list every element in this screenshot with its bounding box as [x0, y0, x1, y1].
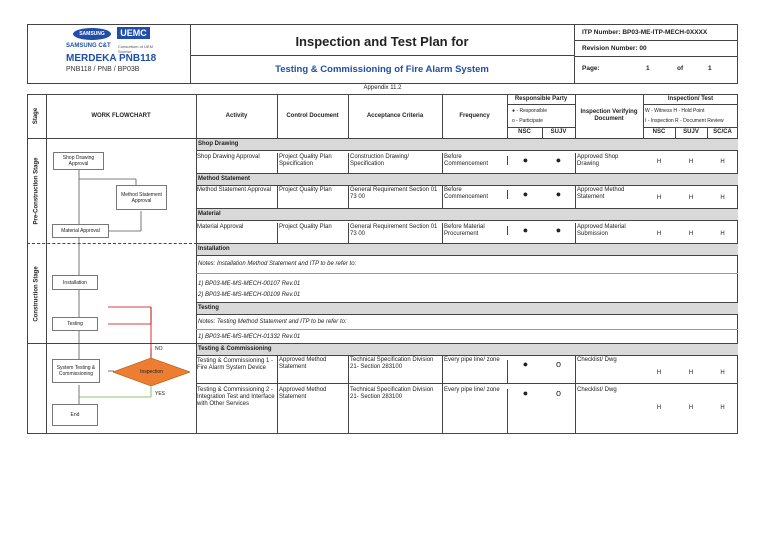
row-tc1-frequency: Every pipe line/ zone: [442, 356, 507, 384]
resp-legend-1: ● - Responsible: [512, 108, 547, 114]
pre-stage-cell: [27, 139, 46, 243]
row-material-control: Project Quality Plan: [277, 223, 348, 244]
verifying-doc-header: Inspection Verifying Document: [580, 109, 638, 122]
row-tc2-h1: H: [656, 405, 662, 411]
flow-installation: Installation: [52, 275, 98, 290]
row-tc2-criteria: Technical Specification Division 21- Section 283100: [348, 384, 442, 434]
section-material: Material: [197, 209, 738, 220]
row-material-activity: Material Approval: [197, 224, 244, 230]
resp-party-header: Responsible Party: [514, 96, 568, 102]
row-shop-h2: H: [688, 159, 694, 165]
row-tc2-activity: Testing & Commissioning 2 - Integration Test and Interface with Other Services: [197, 387, 275, 407]
flow-system-testing: System Testing & Commissioning: [52, 359, 100, 383]
page-number: 1: [646, 65, 650, 72]
row-tc2-nsc: ●: [507, 389, 543, 434]
row-shop-sujv: ●: [555, 155, 562, 165]
construction-stage-cell: [27, 244, 46, 343]
row-material-criteria: General Requirement Section 01 73 00: [348, 223, 442, 244]
row-shop-control: Project Quality Plan Specification: [277, 153, 348, 174]
insp-scca-header: SC/CA: [713, 129, 732, 135]
row-method-frequency: Before Commencement: [442, 186, 507, 209]
testing-note-line: [196, 329, 738, 330]
header-right-divider-1: [574, 40, 738, 41]
table-row-material: [196, 220, 738, 244]
insp-legend-2: I - Inspection R - Document Review: [645, 118, 724, 124]
flow-inspection-diamond: [113, 358, 190, 386]
row-shop-verify: Approved Shop Drawing: [575, 153, 643, 174]
row-method-h2: H: [688, 195, 694, 201]
row-shop-activity: Shop Drawing Approval: [197, 154, 260, 160]
samsung-logo: SAMSUNG: [73, 28, 111, 40]
row-shop-h3: H: [720, 159, 725, 165]
insp-sujv-header: SUJV: [683, 129, 699, 135]
appendix-label: Appendix 11.2: [363, 85, 402, 91]
criteria-header: Acceptance Criteria: [366, 113, 424, 119]
row-tc1-h3: H: [720, 370, 725, 376]
header-right-divider: [574, 24, 575, 84]
resp-top-line: [507, 104, 575, 105]
row-tc2-h2: H: [688, 405, 694, 411]
table-row-method: [196, 185, 738, 209]
row-material-frequency: Before Material Procurement: [442, 223, 507, 244]
row-method-h1: H: [656, 195, 662, 201]
section-method-statement: Method Statement: [197, 174, 738, 185]
stage-header-label: Stage: [33, 107, 40, 125]
resp-subheader-line: [507, 127, 575, 128]
row-tc1-activity: Testing & Commissioning 1 - Fire Alarm System Device: [197, 358, 274, 371]
uemc-logo: UEMC: [117, 27, 150, 39]
samsung-ct-text: SAMSUNG C&T: [66, 43, 111, 49]
row-shop-nsc: ●: [507, 156, 543, 165]
row-material-h2: H: [688, 231, 694, 237]
row-method-h3: H: [720, 195, 725, 201]
row-shop-h1: H: [656, 159, 662, 165]
row-material-nsc: ●: [507, 226, 543, 235]
insp-legend-1: W - Witness H - Hold Point: [645, 108, 705, 114]
flow-no-label: NO: [155, 346, 163, 352]
row-tc2-sujv: o: [555, 388, 561, 398]
page-label: Page:: [582, 65, 600, 72]
flow-end: End: [52, 404, 98, 426]
nsc-header: NSC: [518, 129, 531, 135]
row-tc1-h2: H: [688, 370, 694, 376]
row-tc1-control: Approved Method Statement: [277, 356, 348, 384]
row-method-control: Project Quality Plan: [277, 186, 348, 209]
project-name: MERDEKA PNB118: [66, 53, 157, 64]
pre-construction-label: Pre-Construction Stage: [33, 157, 40, 225]
installation-ref-1: 1) BP03-ME-MS-MECH-00107 Rev.01: [198, 281, 301, 287]
resp-legend-2: o - Participate: [512, 118, 543, 124]
flowchart-header: WORK FLOWCHART: [91, 113, 151, 119]
section-testing-commissioning: Testing & Commissioning: [197, 344, 738, 355]
table-row-tc1: [196, 355, 738, 384]
control-doc-header: Control Document: [286, 113, 339, 119]
installation-ref-2: 2) BP03-ME-MS-MECH-00109 Rev.01: [198, 292, 301, 298]
col-line-sujv: [575, 94, 576, 138]
header-title-divider: [190, 55, 574, 56]
flow-testing: Testing: [52, 317, 98, 331]
header-right-divider-2: [574, 56, 738, 57]
row-tc2-frequency: Every pipe line/ zone: [442, 384, 507, 434]
row-material-verify: Approved Material Submission: [575, 223, 643, 244]
page-total: 1: [708, 65, 712, 72]
activity-header: Activity: [225, 113, 248, 119]
row-material-h1: H: [656, 231, 662, 237]
row-tc1-criteria: Technical Specification Division 21- Section 283100: [348, 356, 442, 384]
installation-note: Notes: Installation Method Statement and ITP to be refer to:: [198, 261, 357, 267]
section-shop-drawing: Shop Drawing: [197, 139, 738, 150]
sujv-header: SUJV: [550, 129, 567, 135]
row-method-sujv: ●: [555, 189, 562, 199]
flow-shop-drawing: Shop Drawing Approval: [53, 152, 104, 170]
itp-number: ITP Number: BP03-ME-ITP-MECH-0XXXX: [582, 29, 708, 36]
table-row-shop: [196, 150, 738, 174]
page-subtitle: Testing & Commissioning of Fire Alarm System: [275, 64, 489, 75]
flow-method-statement: Method Statement Approval: [116, 185, 167, 210]
installation-notes-box: [196, 255, 738, 303]
insp-top-line: [643, 104, 738, 105]
row-method-verify: Approved Method Statement: [575, 186, 643, 209]
stage-header: [27, 94, 46, 138]
testing-notes-box: [196, 314, 738, 344]
flow-inspection-label: Inspection: [140, 369, 163, 375]
table-row-tc2: [196, 384, 738, 434]
flow-material-approval: Material Approval: [52, 224, 109, 238]
insp-test-header: Inspection/ Test: [667, 96, 714, 102]
row-tc1-verify: Checklist/ Dwg: [575, 356, 643, 384]
row-tc2-h3: H: [720, 405, 725, 411]
row-method-nsc: ●: [507, 190, 543, 199]
revision-number: Revision Number: 00: [582, 45, 647, 52]
construction-label: Construction Stage: [33, 265, 40, 322]
row-tc1-nsc: ●: [507, 360, 543, 384]
testing-note: Notes: Testing Method Statement and ITP to be refer to:: [198, 319, 347, 325]
consortium-text: Consortium of UEM Sunrise: [118, 44, 153, 54]
installation-note-line: [196, 273, 738, 274]
insp-nsc-header: NSC: [652, 129, 666, 135]
row-tc2-control: Approved Method Statement: [277, 384, 348, 434]
frequency-header: Frequency: [459, 113, 490, 119]
row-tc1-h1: H: [656, 370, 662, 376]
row-method-criteria: General Requirement Section 01 73 00: [348, 186, 442, 209]
section-installation: Installation: [197, 244, 738, 255]
section-testing: Testing: [197, 303, 738, 314]
row-material-sujv: ●: [555, 225, 562, 235]
row-material-h3: H: [720, 231, 725, 237]
insp-subheader-line: [643, 127, 738, 128]
row-shop-criteria: Construction Drawing/ Specification: [348, 153, 442, 174]
row-method-activity: Method Statement Approval: [197, 187, 272, 193]
row-shop-frequency: Before Commencement: [442, 153, 507, 174]
project-sub: PNB118 / PNB / BP03B: [66, 66, 140, 73]
page-title: Inspection and Test Plan for: [295, 34, 469, 49]
row-tc2-verify: Checklist/ Dwg: [575, 384, 643, 434]
flow-yes-label: YES: [155, 391, 166, 397]
row-tc1-sujv: o: [555, 359, 561, 369]
header-logo-divider: [190, 24, 191, 84]
testing-ref-1: 1) BP03-ME-MS-MECH-01332 Rev.01: [198, 334, 301, 340]
page-of: of: [677, 65, 684, 72]
